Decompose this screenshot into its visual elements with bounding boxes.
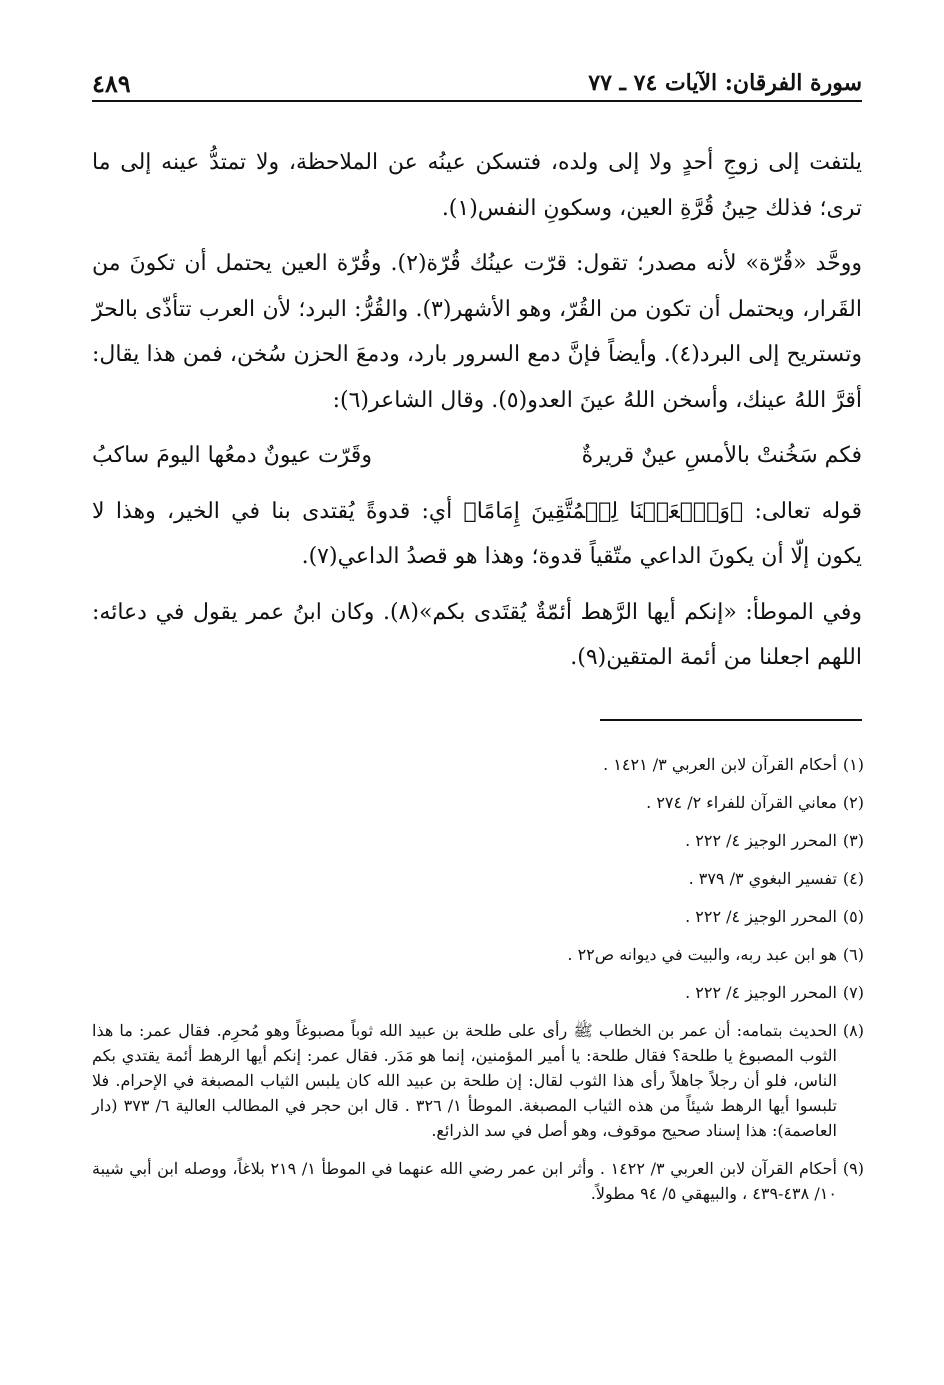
footnote	[92, 866, 864, 891]
poem-second-hemistich: وقَرّت عيونٌ دمعُها اليومَ ساكبُ	[92, 443, 372, 468]
footnote-text: المحرر الوجيز ٤/ ٢٢٢ .	[685, 831, 837, 850]
footnote-text: تفسير البغوي ٣/ ٣٧٩ .	[688, 869, 837, 888]
page-header	[92, 64, 862, 102]
footnote	[92, 1156, 864, 1206]
footnote-number: (١)	[842, 755, 864, 774]
footnote-number: (٢)	[842, 793, 864, 812]
paragraph-2: ووحَّد «قُرّة» لأنه مصدر؛ تقول: قرّت عينُك قُرّة(٢). وقُرّة العين يحتمل أن تكونَ من القَرار، ويحتمل أن تكون من القُرّ، وهو الأشهر(٣). والقُرُّ: البرد؛ لأن العرب تتأذّى بالحرّ وتستريح إلى البرد(٤). وأيضاً فإنَّ دمع السرور بارد، ودمعَ الحزن سُخن، فمن هذا يقال: أقرَّ اللهُ عينك، وأسخن اللهُ عينَ العدو(٥). وقال الشاعر(٦):	[92, 251, 863, 413]
footnote-text: الحديث بتمامه: أن عمر بن الخطاب ﷺ رأى على طلحة بن عبيد الله ثوباً مصبوغاً وهو مُحرِم. فقال عمر: ما هذا الثوب المصبوغ يا طلحة؟ فقال طلحة: يا أمير المؤمنين، إنما هو مَدَر. فقال عمر: إنكم أيها الرهط أئمة يقتدي بكم الناس، فلو أن رجلاً جاهلاً رأى هذا الثوب لقال: إن طلحة بن عبيد الله كان يلبس الثياب المصبغة في الإحرام. فلا تلبسوا أيها الرهط شيئاً من هذه الثياب المصبغة. الموطأ ١/ ٣٢٦ . قال ابن حجر في المطالب العالية ٦/ ٣٧٣ (دار العاصمة): هذا إسناد صحيح موقوف، وهو أصل في سد الذرائع.	[92, 1021, 837, 1140]
paragraph-4: وفي الموطأ: «إنكم أيها الرَّهط أئمّةٌ يُقتَدى بكم»(٨). وكان ابنُ عمر يقول في دعائه: اللهم اجعلنا من أئمة المتقين(٩).	[92, 599, 863, 670]
footnote-text: أحكام القرآن لابن العربي ٣/ ١٤٢١ .	[603, 755, 837, 774]
footnotes	[92, 752, 864, 1219]
footnote-text: هو ابن عبد ربه، والبيت في ديوانه ص٢٢ .	[567, 945, 837, 964]
footnote-text: المحرر الوجيز ٤/ ٢٢٢ .	[685, 907, 837, 926]
poem-first-hemistich: فكم سَخُنتْ بالأمسِ عينٌ قريرةٌ	[581, 443, 862, 468]
page-number: ٤٨٩	[92, 69, 131, 98]
footnote-number: (٧)	[842, 983, 864, 1002]
footnote	[92, 942, 864, 967]
footnote-number: (٤)	[842, 869, 864, 888]
footnote-number: (٥)	[842, 907, 864, 926]
footnote-separator	[600, 719, 862, 721]
footnote	[92, 752, 864, 777]
footnote	[92, 790, 864, 815]
footnote	[92, 980, 864, 1005]
poem-verse	[92, 433, 862, 479]
footnote	[92, 1018, 864, 1143]
footnote-text: أحكام القرآن لابن العربي ٣/ ١٤٢٢ . وأثر ابن عمر رضي الله عنهما في الموطأ ١/ ٢١٩ بلاغاً، ووصله ابن أبي شيبة ١٠/ ٤٣٨-٤٣٩ ، والبيهقي ٥/ ٩٤ مطولاً.	[92, 1159, 837, 1203]
paragraph-3: قوله تعالى: ﴿وَٱجۡعَلۡنَا لِلۡمُتَّقِينَ إِمَامًا﴾ أي: قدوةً يُقتدى بنا في الخير، وهذا لا يكون إلّا أن يكونَ الداعي متّقياً قدوة؛ وهذا هو قصدُ الداعي(٧).	[92, 498, 862, 569]
footnote-number: (٩)	[842, 1159, 864, 1178]
footnote-number: (٣)	[842, 831, 864, 850]
footnote	[92, 828, 864, 853]
footnote-text: المحرر الوجيز ٤/ ٢٢٢ .	[685, 983, 837, 1002]
footnote-number: (٨)	[842, 1021, 864, 1040]
footnote-number: (٦)	[842, 945, 864, 964]
main-text	[92, 140, 862, 691]
surah-title: سورة الفرقان: الآيات ٧٤ ـ ٧٧	[588, 70, 862, 96]
paragraph-1: يلتفت إلى زوجِ أحدٍ ولا إلى ولده، فتسكن عينُه عن الملاحظة، ولا تمتدُّ عينه إلى ما ترى؛ فذلك حِينُ قُرَّةِ العين، وسكونِ النفس(١).	[92, 150, 862, 221]
footnote-text: معاني القرآن للفراء ٢/ ٢٧٤ .	[646, 793, 837, 812]
footnote	[92, 904, 864, 929]
